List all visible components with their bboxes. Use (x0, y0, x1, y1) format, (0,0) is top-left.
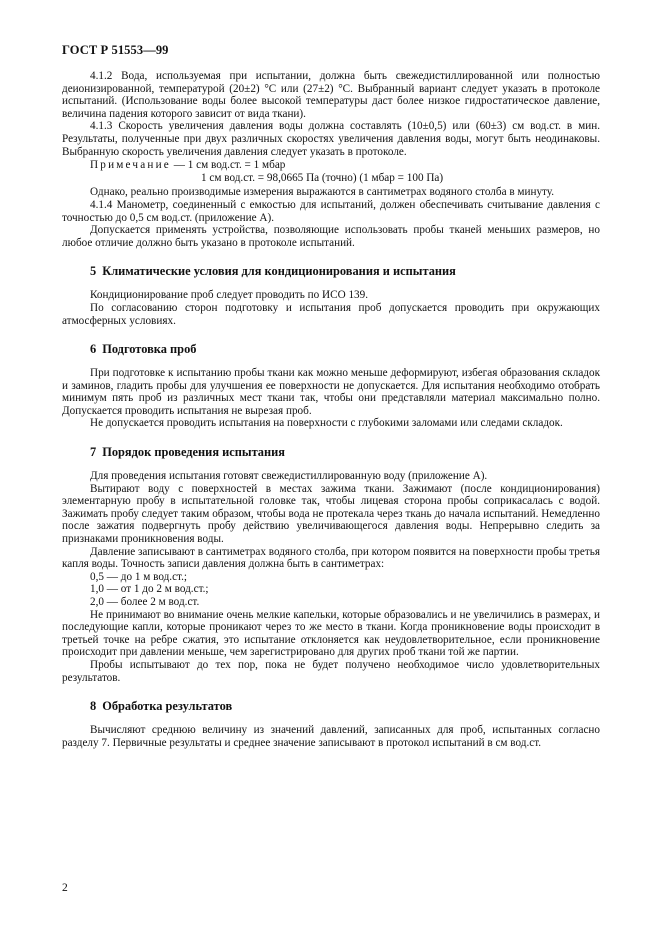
page-content (62, 70, 600, 749)
accuracy-item: 0,5 — до 1 м вод.ст.; (90, 570, 187, 583)
page-number: 2 (62, 882, 68, 894)
section-7-title: Порядок проведения испытания (102, 445, 285, 460)
accuracy-item: 2,0 — более 2 м вод.ст. (90, 596, 200, 608)
paragraph-5-1: Кондиционирование проб следует проводить по ИСО 139. (90, 289, 369, 302)
note-line-2: 1 см вод.ст. = 98,0665 Па (точно) (1 мбар = 100 Па) (201, 171, 444, 184)
section-6-number: 6 (90, 342, 97, 357)
section-5-number: 5 (90, 264, 97, 279)
paragraph-8-1: Вычисляют среднюю величину из значений давлений, записанных для проб, испытанных согласно разделу 7. Первичные результаты и среднее значение записывают в протокол испытаний в см вод.ст. (62, 724, 600, 749)
paragraph-7-1: Для проведения испытания готовят свежедистиллированную воду (приложение А). (90, 470, 488, 483)
note-text-1: — 1 см вод.ст. = 1 мбар (170, 159, 286, 172)
paragraph-however: Однако, реально производимые измерения выражаются в сантиметрах водяного столба в минуту. (90, 186, 555, 199)
paragraph-4-1-3: 4.1.3 Скорость увеличения давления воды должна составлять (10±0,5) или (60±3) см вод.ст. в мин. Результаты, полученные при двух различных скоростях увеличения давления воды, могут быть неодинаковы. Выбранную скорость увеличения давления следует указать в протоколе. (62, 120, 600, 158)
paragraph-7-3: Давление записывают в сантиметрах водяного столба, при котором появится на поверхности пробы третья капля воды. Точность записи давления должна быть в сантиметрах: (62, 545, 601, 571)
paragraph-devices: Допускается применять устройства, позволяющие использовать пробы тканей меньших размеров, но любое отличие должно быть указано в протоколе испытаний. (62, 224, 600, 249)
section-6-heading (62, 342, 600, 356)
section-7-number: 7 (90, 445, 97, 460)
accuracy-item: 1,0 — от 1 до 2 м вод.ст.; (90, 583, 209, 596)
paragraph-4-1-2: 4.1.2 Вода, используемая при испытании, должна быть свежедистиллированной или полностью деионизированной, температурой (20±2) °С или (27±2) °С. Выбранный вариант следует указать в протоколе испытаний. (Использование воды более высокой температуры даст более низкое гидростатическое давление, величина падения которого зависит от вида ткани). (62, 70, 600, 120)
paragraph-5-2: По согласованию сторон подготовку и испытания проб допускается проводить при окружающих атмосферных условиях. (62, 301, 600, 327)
section-5-heading (62, 264, 600, 278)
section-8-title: Обработка результатов (102, 699, 233, 714)
paragraph-7-2: Вытирают воду с поверхностей в местах зажима ткани. Зажимают (после кондиционирования) элементарную пробу в испытательной головке так, чтобы лицевая сторона пробы соприкасалась с водой. Зажимать пробу следует таким образом, чтобы вода не протекала через ткань до начала испытаний. Немедленно после зажатия подвергнуть пробу действию увеличивающегося давления воды. Непрерывно следить за признаками проникновения воды. (62, 482, 600, 546)
paragraph-4-1-4: 4.1.4 Манометр, соединенный с емкостью для испытаний, должен обеспечивать считывание давления с точностью до 0,5 см вод.ст. (приложение А). (62, 198, 600, 224)
section-6-title: Подготовка проб (102, 342, 197, 357)
note-label: Примечание (90, 159, 171, 172)
paragraph-6-1: При подготовке к испытанию пробы ткани как можно меньше деформируют, избегая образования складок и заминов, гладить пробы для улучшения ее поверхности не допускается. Для испытания необходимо отобрать минимум пять проб из различных мест ткани так, чтобы они представляли материал максимально полно. Допускается проводить испытания не вырезая проб. (62, 367, 600, 417)
section-8-heading (62, 699, 600, 713)
note-line-1 (90, 159, 600, 172)
standard-header: ГОСТ Р 51553—99 (62, 43, 169, 57)
note-block (90, 159, 600, 184)
paragraph-7-5: Пробы испытывают до тех пор, пока не будет получено необходимое число удовлетворительных результатов. (62, 658, 600, 684)
section-7-heading (62, 445, 600, 459)
section-5-title: Климатические условия для кондиционирования и испытания (102, 264, 456, 279)
paragraph-7-4: Не принимают во внимание очень мелкие капельки, которые образовались и не увеличились в размерах, и последующие капли, которые проникают через то же место в ткани. Когда проникновение воды происходит в третьей точке на ребре сжатия, это испытание отклоняется как неудовлетворительное, если проникновение происходит при давлении меньше, чем зарегистрировано для других проб ткани той же партии. (62, 608, 600, 659)
paragraph-6-2: Не допускается проводить испытания на поверхности с глубокими заломами или следами складок. (90, 417, 563, 430)
section-8-number: 8 (90, 699, 97, 714)
